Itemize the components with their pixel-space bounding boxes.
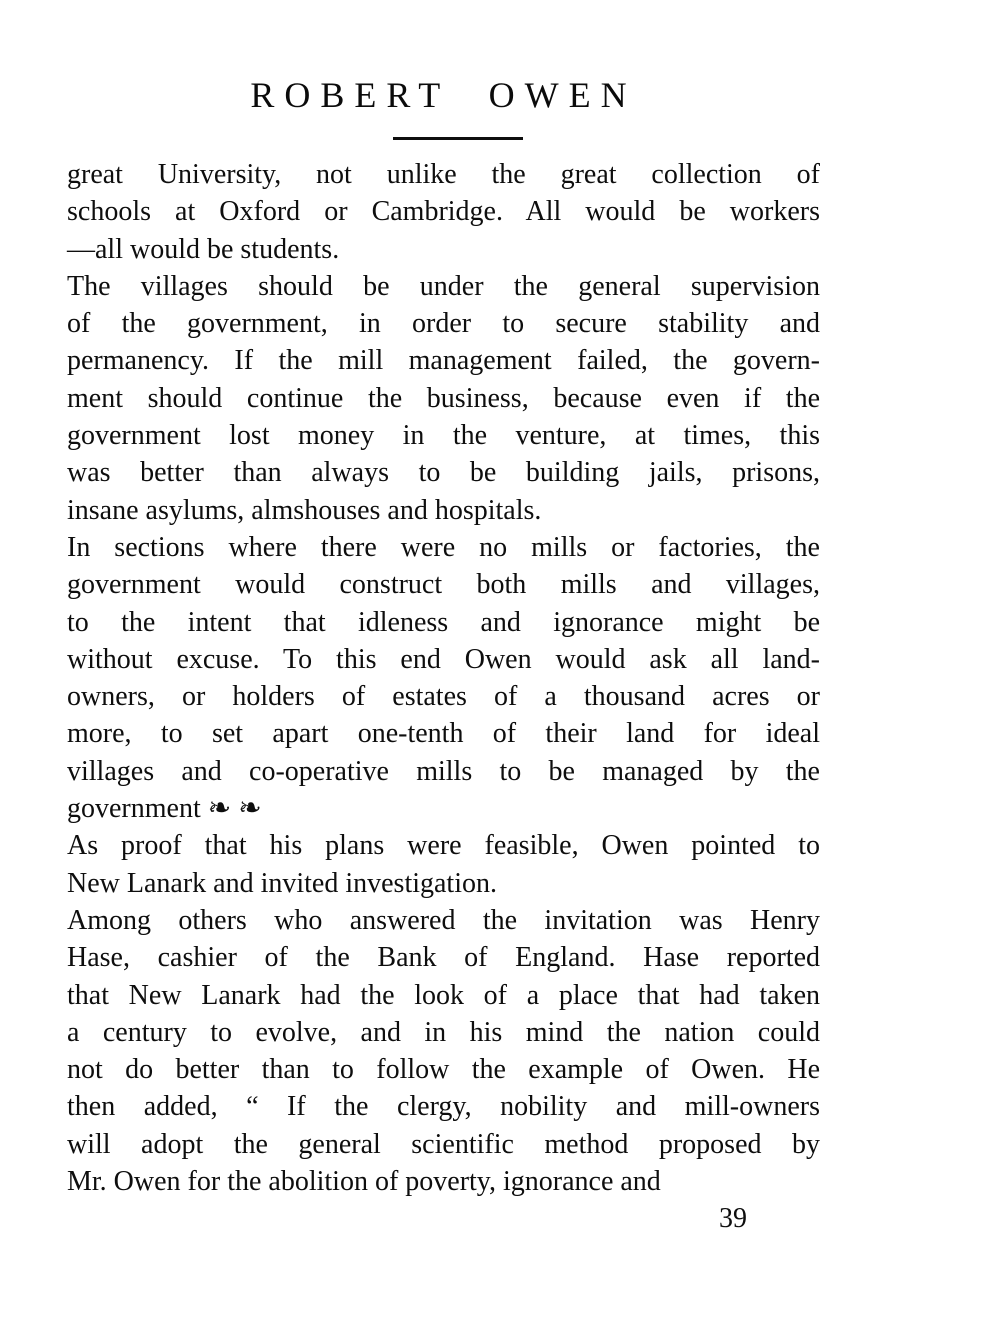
- text-line: insane asylums, almshouses and hospitals.: [67, 494, 542, 526]
- page-number: 39: [719, 1203, 747, 1235]
- text-line: As proof that his plans were feasible, Owen pointed to: [67, 830, 820, 862]
- text-line: —all would be students.: [67, 233, 340, 265]
- text-line: permanency. If the mill management failed, the govern-: [67, 345, 820, 377]
- paragraph: [67, 156, 820, 268]
- text-line: was better than always to be building jails, prisons,: [67, 457, 820, 489]
- text-line: not do better than to follow the example of Owen. He: [67, 1054, 820, 1086]
- text-line: government would construct both mills and villages,: [67, 569, 820, 601]
- text-line: without excuse. To this end Owen would ask all land-: [67, 643, 820, 675]
- text-line: New Lanark and invited investigation.: [67, 867, 497, 899]
- text-line: In sections where there were no mills or factories, the: [67, 531, 820, 563]
- text-line: owners, or holders of estates of a thousand acres or: [67, 681, 820, 713]
- text-line: that New Lanark had the look of a place that had taken: [67, 979, 820, 1011]
- text-line: of the government, in order to secure stability and: [67, 308, 820, 340]
- paragraph: [67, 529, 820, 827]
- text-line: then added, “ If the clergy, nobility and mill-owners: [67, 1091, 820, 1123]
- paragraph: [67, 268, 820, 529]
- text-line: to the intent that idleness and ignorance might be: [67, 606, 820, 638]
- text-line: schools at Oxford or Cambridge. All would be workers: [67, 196, 820, 228]
- text-line-with-fleuron-ornament: government ❧ ❧: [67, 793, 262, 825]
- text-line: The villages should be under the general supervision: [67, 270, 820, 302]
- text-block: [67, 156, 820, 1238]
- text-line: Hase, cashier of the Bank of England. Hase reported: [67, 942, 820, 974]
- text-line: a century to evolve, and in his mind the nation could: [67, 1016, 820, 1048]
- page-title: ROBERT OWEN: [250, 75, 637, 115]
- title-divider: [393, 137, 523, 140]
- text-line: more, to set apart one-tenth of their land for ideal: [67, 718, 820, 750]
- text-line: great University, not unlike the great collection of: [67, 159, 820, 190]
- text-line: villages and co-operative mills to be managed by the: [67, 755, 820, 787]
- text-line: will adopt the general scientific method proposed by: [67, 1128, 820, 1160]
- text-line: government lost money in the venture, at times, this: [67, 420, 820, 452]
- paragraph: [67, 827, 820, 902]
- paragraph: [67, 902, 820, 1200]
- text-line: ment should continue the business, because even if the: [67, 382, 820, 414]
- text-line: Among others who answered the invitation was Henry: [67, 904, 820, 936]
- text-line: Mr. Owen for the abolition of poverty, ignorance and: [67, 1166, 661, 1198]
